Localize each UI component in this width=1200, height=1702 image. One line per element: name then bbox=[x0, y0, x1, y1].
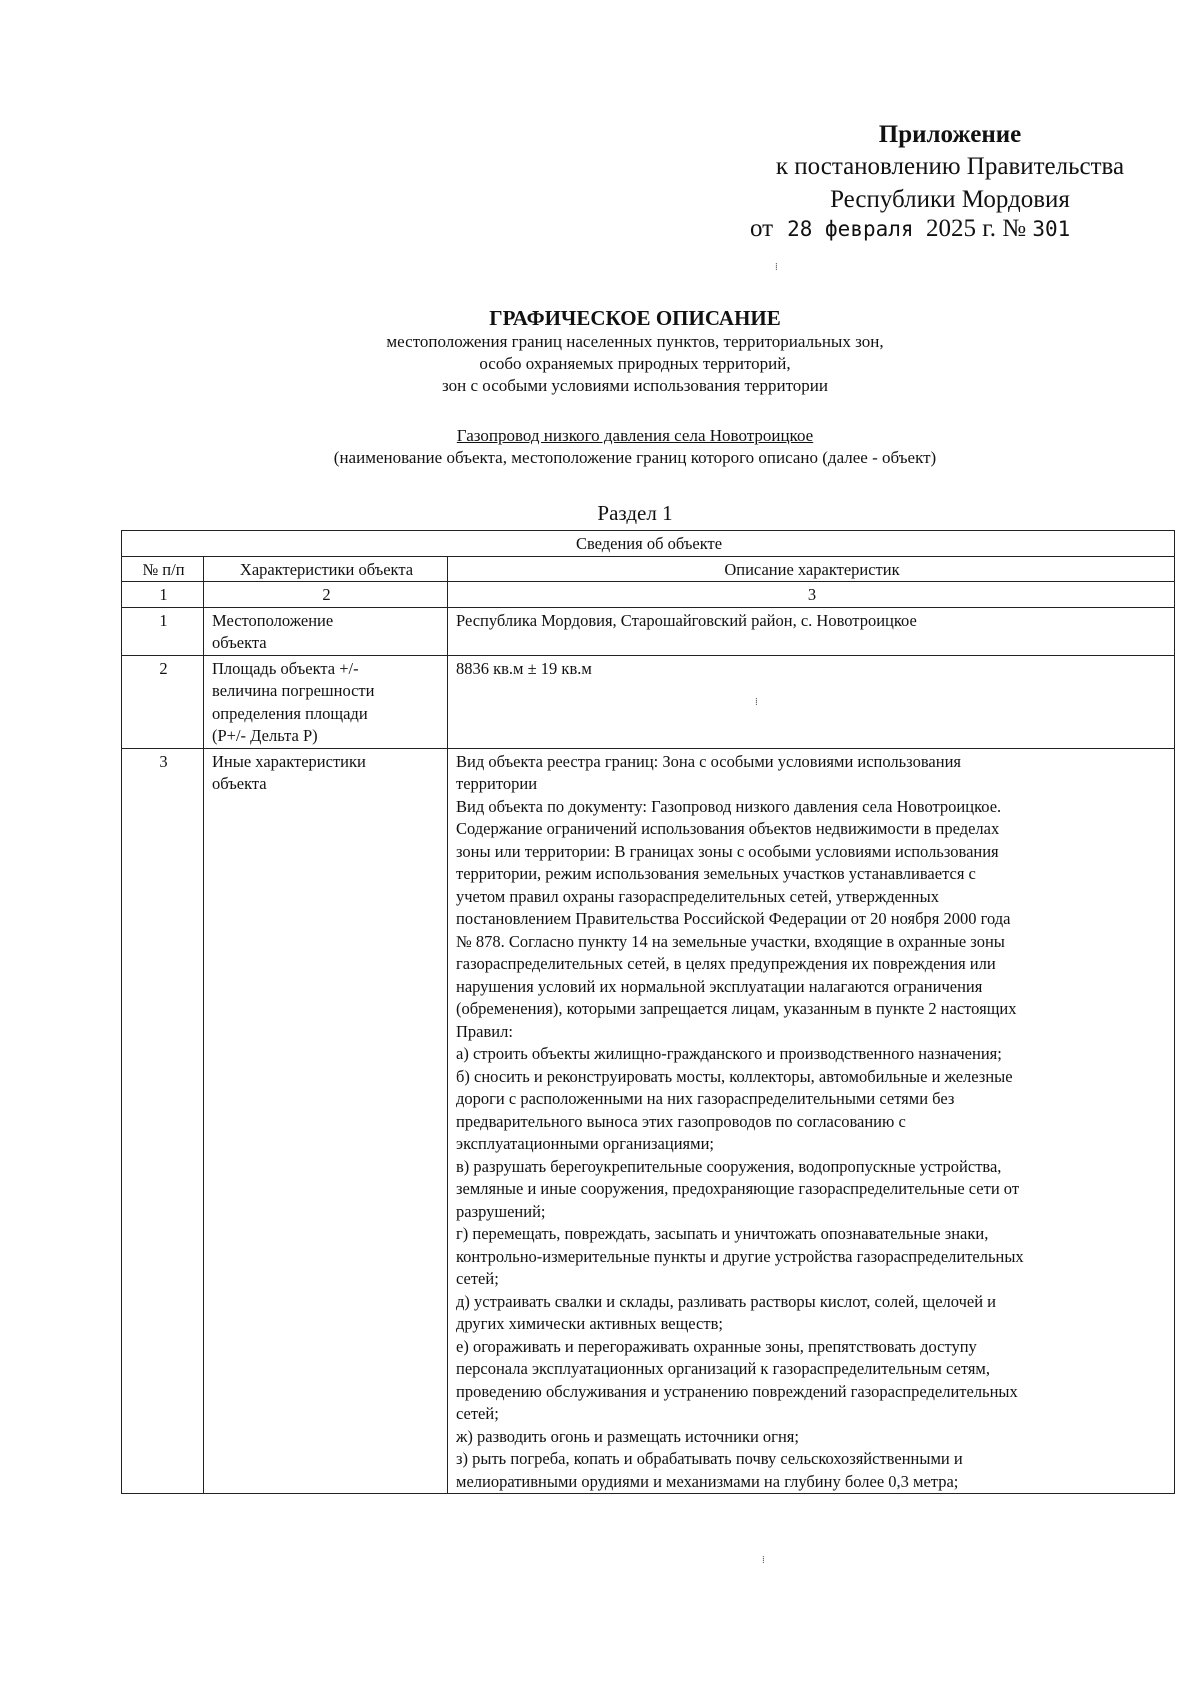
description-line: а) строить объекты жилищно-гражданского и производственного назначения; bbox=[456, 1044, 1002, 1063]
characteristic-line: объекта bbox=[212, 633, 267, 652]
description-line: № 878. Согласно пункту 14 на земельные участки, входящие в охранные зоны bbox=[456, 931, 1005, 951]
table-caption-row bbox=[122, 531, 1175, 557]
description-line: персонала эксплуатационных организаций к газораспределительным сетям, bbox=[456, 1359, 990, 1378]
description-line: проведению обслуживания и устранению повреждений газораспределительных bbox=[456, 1381, 1018, 1401]
description-line: территории, режим использования земельных участков устанавливается с bbox=[456, 864, 976, 883]
description-line: ж) разводить огонь и размещать источники огня; bbox=[456, 1426, 799, 1446]
description-line: (обременения), которыми запрещается лицам, указанным в пункте 2 настоящих bbox=[456, 999, 1017, 1018]
description-line: нарушения условий их нормальной эксплуатации налагаются ограничения bbox=[456, 976, 983, 996]
description-line: Республика Мордовия, Старошайговский район, с. Новотроицкое bbox=[456, 610, 917, 630]
object-name: Газопровод низкого давления села Новотроицкое bbox=[456, 426, 814, 445]
description-line: Содержание ограничений использования объектов недвижимости в пределах bbox=[456, 819, 1000, 838]
header-description: Описание характеристик bbox=[448, 556, 1175, 582]
row-num: 1 bbox=[122, 607, 204, 655]
row-description bbox=[448, 607, 1175, 655]
document-subtitle-1: местоположения границ населенных пунктов, территориальных зон, bbox=[386, 332, 884, 351]
description-line: дороги с расположенными на них газораспределительными сетями без bbox=[456, 1089, 955, 1108]
date-prefix: от bbox=[750, 215, 774, 242]
colnum-1: 1 bbox=[122, 582, 204, 608]
description-line: сетей; bbox=[456, 1269, 499, 1288]
description-line: постановлением Правительства Российской Федерации от 20 ноября 2000 года bbox=[456, 909, 1011, 928]
row-characteristic bbox=[204, 748, 448, 1494]
appendix-line-1: к постановлению Правительства bbox=[775, 153, 1125, 180]
object-note: (наименование объекта, местоположение границ которого описано (далее - объект) bbox=[333, 448, 937, 467]
description-line: газораспределительных сетей, в целях предупреждения их повреждения или bbox=[456, 954, 996, 973]
description-line: контрольно-измерительные пункты и другие устройства газораспределительных bbox=[456, 1246, 1024, 1266]
description-line: учетом правил охраны газораспределительных сетей, утвержденных bbox=[456, 886, 939, 906]
description-line: мелиоративными орудиями и механизмами на глубину более 0,3 метра; bbox=[456, 1471, 959, 1491]
description-line: 8836 кв.м ± 19 кв.м bbox=[456, 658, 592, 678]
description-line: земляные и иные сооружения, предохраняющие газораспределительные сети от bbox=[456, 1179, 1020, 1198]
description-line: зоны или территории: В границах зоны с особыми условиями использования bbox=[456, 841, 999, 861]
date-day-month: 28 февраля bbox=[787, 217, 914, 241]
table-row bbox=[122, 748, 1175, 1494]
description-line: в) разрушать берегоукрепительные сооружения, водопропускные устройства, bbox=[456, 1156, 1002, 1176]
description-line: б) сносить и реконструировать мосты, коллекторы, автомобильные и железные bbox=[456, 1066, 1013, 1086]
document-subtitle-2: особо охраняемых природных территорий, bbox=[479, 354, 791, 373]
description-line: разрушений; bbox=[456, 1201, 546, 1221]
characteristic-line: (P+/- Дельта P) bbox=[212, 726, 318, 745]
table-row bbox=[122, 607, 1175, 655]
description-line: г) перемещать, повреждать, засыпать и уничтожать опознавательные знаки, bbox=[456, 1224, 989, 1243]
appendix-header bbox=[740, 120, 1160, 216]
characteristic-line: определения площади bbox=[212, 703, 368, 723]
description-line: Вид объекта реестра границ: Зона с особыми условиями использования bbox=[456, 751, 961, 771]
description-line: д) устраивать свалки и склады, разливать растворы кислот, солей, щелочей и bbox=[456, 1291, 997, 1311]
document-subtitle-3: зон с особыми условиями использования территории bbox=[442, 376, 828, 395]
description-line: Вид объекта по документу: Газопровод низкого давления села Новотроицкое. bbox=[456, 796, 1002, 816]
colnum-3: 3 bbox=[448, 582, 1175, 608]
row-characteristic bbox=[204, 607, 448, 655]
decree-number: 301 bbox=[1032, 217, 1071, 241]
scan-speck: ⁞ bbox=[755, 697, 758, 708]
object-block bbox=[150, 425, 1120, 469]
description-line: других химически активных веществ; bbox=[456, 1314, 723, 1333]
table-caption: Сведения об объекте bbox=[122, 531, 1175, 557]
section-title: Раздел 1 bbox=[597, 501, 673, 525]
table-row bbox=[122, 655, 1175, 748]
table-header-row bbox=[122, 556, 1175, 582]
row-description bbox=[448, 748, 1175, 1494]
characteristic-line: Иные характеристики bbox=[212, 751, 366, 771]
scan-speck: ⁞ bbox=[775, 262, 778, 273]
object-info-table bbox=[121, 530, 1175, 1494]
description-line: сетей; bbox=[456, 1404, 499, 1423]
row-num: 2 bbox=[122, 655, 204, 748]
characteristic-line: Площадь объекта +/- bbox=[212, 658, 359, 678]
date-year: 2025 г. № bbox=[926, 215, 1027, 242]
description-line: Правил: bbox=[456, 1021, 513, 1041]
characteristic-line: величина погрешности bbox=[212, 681, 375, 700]
appendix-title: Приложение bbox=[878, 121, 1022, 148]
table-colnum-row bbox=[122, 582, 1175, 608]
description-line: территории bbox=[456, 774, 538, 793]
description-line: эксплуатационными организациями; bbox=[456, 1134, 714, 1153]
row-num: 3 bbox=[122, 748, 204, 1494]
scan-speck: ⁞ bbox=[762, 1555, 765, 1566]
description-line: з) рыть погреба, копать и обрабатывать почву сельскохозяйственными и bbox=[456, 1449, 963, 1468]
characteristic-line: объекта bbox=[212, 774, 267, 793]
appendix-line-2: Республики Мордовия bbox=[830, 186, 1070, 213]
decree-date-number bbox=[750, 214, 1070, 244]
row-characteristic bbox=[204, 655, 448, 748]
row-description bbox=[448, 655, 1175, 748]
description-line: предварительного выноса этих газопроводов по согласованию с bbox=[456, 1111, 906, 1131]
header-num: № п/п bbox=[122, 556, 204, 582]
description-line: е) огораживать и перегораживать охранные зоны, препятствовать доступу bbox=[456, 1336, 977, 1356]
header-characteristic: Характеристики объекта bbox=[204, 556, 448, 582]
colnum-2: 2 bbox=[204, 582, 448, 608]
document-heading bbox=[150, 305, 1120, 397]
document-title: ГРАФИЧЕСКОЕ ОПИСАНИЕ bbox=[489, 306, 781, 330]
characteristic-line: Местоположение bbox=[212, 610, 334, 630]
